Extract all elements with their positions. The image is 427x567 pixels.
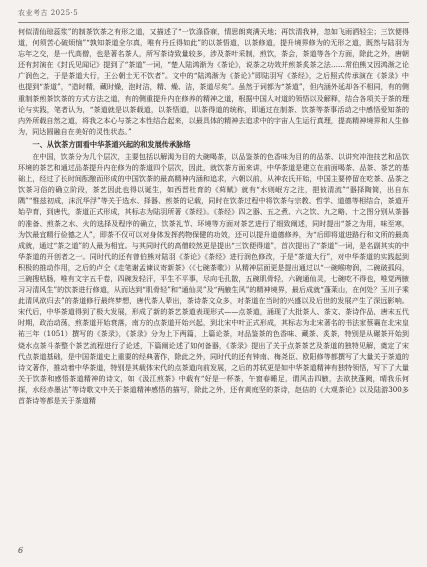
journal-issue-label: 农业考古 2025·5 [18, 9, 79, 17]
paragraph-intro: 何似清仙琼蕊浆”的制茶饮茶之有形之道，又描述了“一饮涤昏寐，情思朗爽满天地；再饮清我神，忽如飞雨洒轻尘；三饮便得道，何须苦心破烦恼”“孰知茶道全尔真，唯有丹丘得如此”的以茶悟道，以茶修道，提升境界修为的无形之道，既然与陆羽为忘年之交，是一代高僧，也是著名茶人，所写茶诗致量较多，涉及茶叶采制，煎饮，茶会，茶道等各个方面，除此之外，唐朝还有封演在《封氏见闻记》提到了“茶道”一词，“楚人陆鸿渐为《茶论》，说茶之功效并煎茶炙茶之法……常伯熊又因鸿渐之论广润色之，于是茶道大行，王公朝士无不饮者”。文中的“陆鸿渐为《茶论》”即陆羽写《茶经》，之后照式传承演在《茶录》中也提到“茶道”，“造时精，藏时燥，泡时洁，精、燥、洁，茶道尽矣”。虽然于词都为“茶道”，但内涵外延却各不相同，有的侧重制茶煎茶饮茶的方式方法之道，有的侧重提升内在修养的精神之道，根据中国人对道的领悟以及解释，结合各项关于茶的理论与实践，笔者认为，“茶道就是以茶载道，以茶悟道，以茶得道的统称，即通过在制茶、饮茶等茶事活动之中感悟爱知茶的内外所载自然之道，将我之本心与茶之本性结合起来，以最具体的精神去追求中的宇宙人生运行真理，提高精神境界和人生修为，同达圆融自在美好的灵性状态。” [18, 27, 409, 136]
article-body [18, 26, 409, 531]
section-heading: 一、从饮茶方面看中华茶道兴起的和发展传承脉络 [32, 139, 191, 149]
header-rule [18, 22, 409, 23]
paragraph-section-body: 在中国，饮茶分为几个层次，主要包括以解渴为目的大碗喝茶，以品鉴茶的色香味为目的的品茶、以讲究冲泡技艺和品饮环境的茶艺和通过品茶提升内在修为的茶道四个层次，因此，就饮茶方面来讲，中华茶道是建立在前面喝茶、品茶、茶艺的基础上，经过了长时间酝酿而形成的中国饮茶的最高精神内涵和追求，六朝以前，从神农氏开始，中国主要停留在吃茶、品茶之饮茶习俗的确立阶段，茶艺因此也得以诞生，如西晋杜育的《荈赋》就有“水则岷方之注，挹彼清流”“器择陶简，出自东隅”“惟兹初成，沫沉华浮”等关于选水、择器、煎茶的记载，同时在饮茶过程中将饮茶与宗教、哲学、道德等相结合，茶道开始孕育，到唐代，茶道正式形成，其标志为陆羽所著《茶经》。《茶经》四之器、五之煮、六之饮、九之略、十之图分别从茶器的准备、煎茶之水、火的选择及程序的确立，饮茶礼节、环境等方面对茶艺进行了细致阐述，同时提出“茶之为用，味至寒，为饮最宜精行俭德之人”，即茶不仅可以对身体发挥药物保健的功效，还可以提升道德修养，为“后即将道进路行和文所的最高成就，通过“茶之道”的人最为相宜。与其同时代的高僧皎然更是提出“三饮便得道”，首次提出了“茶道”一词，是名副其实的中华茶道的开创者之一。同时代的还有曾伯熊对陆羽《茶论》《茶经》进行润色修改，于是“茶道大行”，对中华茶道的实践起到积极的推动作用，之后的卢仝《走笔谢孟谏议寄新茶》（《七碗茶歌》）从精神层面更是提出通过以“一碗喉吻润，二碗破孤闷，三碗搜枯肠，唯有文字五千卷，四碗发轻汗，平生不平事，尽向毛孔散，五碗肌骨轻，六碗通仙灵，七碗吃不得也，唯觉两腋习习清风生”的饮茶进行修道，从而达到“肌骨轻”和“通仙灵”及“两腋生风”的精神境界，最后成就“蓬莱山，在何处？玉川子乘此清风欲归去”的茶道修行最终梦想，唐代茶人辈出，茶诗茶文众多，对茶道在当时的兴盛以及后世的发展产生了深远影响。宋代后，中华茶道得到了极大发展，形成了新的茶艺茶道表现形式——点茶道，涌现了大批茶人、茶文、茶诗作品，唐末五代时期，政治动荡，煎茶道开始衰落，南方的点茶道开始兴起，到北宋中叶正式形成，其标志为北宋著名的书法家蔡襄在北宋皇祐三年（1051）撰写的《茶录》，《茶录》分为上下两篇，上篇论茶，对品鉴茶的色香味、藏茶、炙茶，特别是从碾茶开始到烧水点茶斗茶整个茶艺流程进行了论述，下篇阐论述了如何备器，《茶录》提出了关于点茶茶艺及茶道的独特见解，奠定了宋代点茶道基础，是中国茶道史上重要的经典著作，除此之外，同时代的还有钟南、梅尧臣、欧阳修等都撰写了大量关于茶道的诗文著作，推动着中华茶道，特别是其载体宋代的点茶道向前发展，之后的苏轼更是如中华茶道精神有独特领悟，写下了大量关于饮茶和感悟茶道精神的诗文，如《汲江煎茶》中载有“好是一杯茶，午窗春睡足，谓风击四腋，去欲挟蓬阙，晴我乐何探，水经赤墨沾”等诗歌文中关于茶道精神感悟的描写，除此之外，还有黄庭坚的茶诗，赵佶的《大观茶论》以及陆游300多首茶诗等都是关于茶道精 [18, 151, 409, 405]
running-header [18, 8, 409, 24]
page-number: 6 [18, 546, 24, 555]
